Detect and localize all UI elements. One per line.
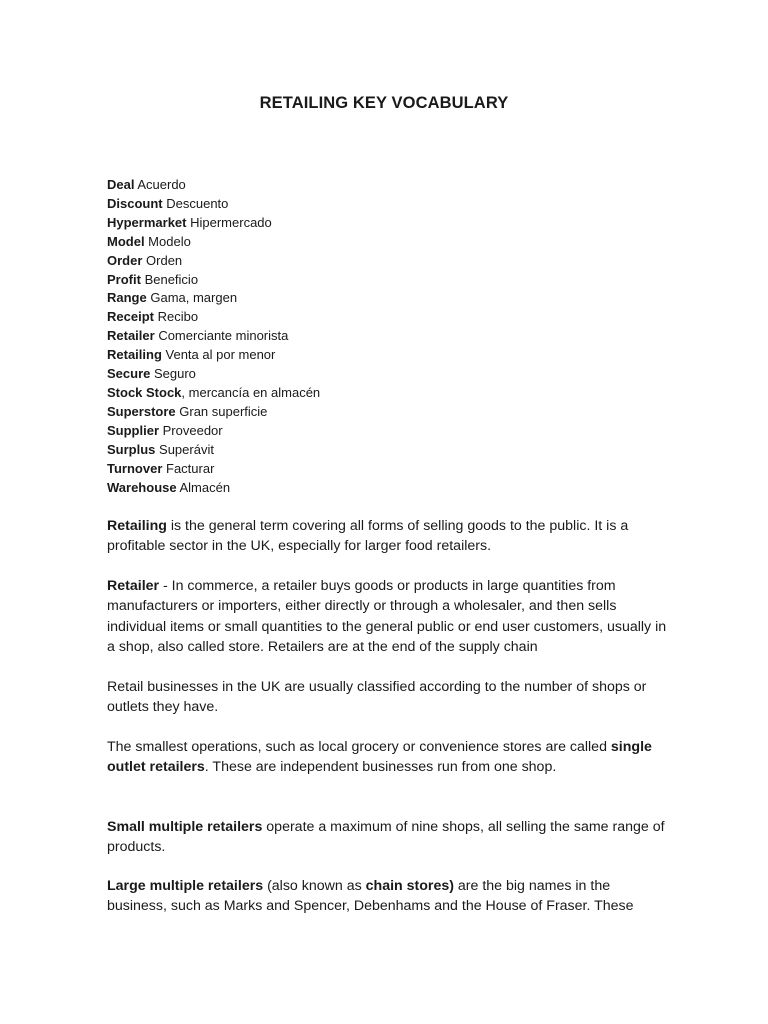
vocab-translation: Facturar	[162, 460, 215, 476]
vocab-item	[107, 252, 667, 271]
vocab-item	[107, 422, 667, 441]
vocab-term: Surplus	[107, 441, 156, 457]
vocab-translation: Beneficio	[140, 271, 199, 287]
vocab-term: Stock Stock	[107, 384, 182, 400]
vocab-translation: Recibo	[153, 309, 199, 325]
vocab-translation: Proveedor	[159, 422, 223, 438]
vocab-term: Discount	[107, 195, 163, 211]
vocab-item	[107, 346, 667, 365]
vocab-item	[107, 176, 667, 195]
vocab-term: Order	[107, 252, 143, 268]
vocab-term: Hypermarket	[107, 214, 187, 230]
vocab-term: Receipt	[107, 309, 154, 325]
vocab-item	[107, 327, 667, 346]
vocab-term: Retailer	[107, 328, 155, 344]
vocab-translation: Venta al por menor	[161, 347, 276, 363]
vocab-item	[107, 365, 667, 384]
vocab-item	[107, 403, 667, 422]
vocab-term: Deal	[107, 177, 135, 192]
vocab-term: Secure	[107, 366, 151, 382]
vocab-translation: Hipermercado	[186, 214, 272, 230]
paragraph-text: are the big names in the business, such as Marks and Spencer, Debenhams and the House of Fraser. These	[107, 878, 634, 915]
vocab-term: Model	[107, 233, 145, 249]
vocab-term: Retailing	[107, 347, 162, 363]
paragraph-text: is the general term covering all forms of selling goods to the public. It is a profitable sector in the UK, especially for larger food retailers.	[107, 518, 629, 555]
vocab-translation: Gran superficie	[175, 403, 268, 419]
vocab-translation: Acuerdo	[134, 177, 186, 192]
paragraph-text: (also known as	[263, 878, 366, 894]
vocab-term: Turnover	[107, 460, 163, 476]
paragraph-retailing	[107, 516, 667, 557]
vocabulary-list	[107, 176, 667, 497]
vocab-translation: Comerciante minorista	[154, 328, 289, 344]
paragraph-single-outlet	[107, 737, 667, 778]
vocab-item	[107, 233, 667, 252]
paragraph-text: - In commerce, a retailer buys goods or products in large quantities from manufacturers or importers, either directly or through a wholesaler, and then sells individual items or small quantities to the general public or end user customers, usually in a shop, also called store. Retailers are at the end of the supply chain	[107, 578, 667, 656]
vocab-item	[107, 271, 667, 290]
vocab-item	[107, 195, 667, 214]
vocab-translation: , mercancía en almacén	[181, 384, 321, 400]
vocab-term: Profit	[107, 271, 141, 287]
paragraph-text: operate a maximum of nine shops, all selling the same range of products.	[107, 819, 665, 856]
paragraph-large-multiple	[107, 876, 667, 917]
paragraph-text: Retail businesses in the UK are usually classified according to the number of shops or outlets they have.	[107, 679, 647, 716]
vocab-item	[107, 214, 667, 233]
page-title: RETAILING KEY VOCABULARY	[259, 94, 509, 112]
vocab-term: Range	[107, 290, 147, 306]
paragraph-term: Retailer	[107, 578, 160, 594]
paragraph-term: Small multiple retailers	[107, 819, 263, 835]
paragraph-classification	[107, 677, 667, 718]
vocab-translation: Gama, margen	[146, 290, 238, 306]
paragraph-small-multiple	[107, 817, 667, 858]
vocab-item	[107, 441, 667, 460]
vocab-translation: Superávit	[155, 441, 214, 457]
vocab-translation: Almacén	[176, 479, 231, 495]
paragraph-term: chain stores)	[365, 878, 454, 894]
paragraph-term: Large multiple retailers	[107, 878, 264, 894]
paragraph-term: single outlet retailers	[107, 739, 652, 776]
vocab-translation: Modelo	[144, 233, 191, 249]
vocab-translation: Orden	[142, 252, 183, 268]
vocab-term: Supplier	[107, 422, 160, 438]
vocab-term: Warehouse	[107, 479, 177, 495]
vocab-item	[107, 460, 667, 479]
paragraph-retailer	[107, 576, 667, 658]
vocab-item	[107, 308, 667, 327]
paragraph-term: Retailing	[107, 518, 167, 534]
vocab-item	[107, 384, 667, 403]
paragraph-text: The smallest operations, such as local grocery or convenience stores are called	[107, 739, 611, 755]
vocab-term: Superstore	[107, 403, 176, 419]
vocab-item	[107, 479, 667, 498]
vocab-translation: Descuento	[162, 195, 229, 211]
paragraph-text: . These are independent businesses run from one shop.	[204, 759, 557, 776]
vocab-translation: Seguro	[150, 366, 196, 382]
vocab-item	[107, 289, 667, 308]
